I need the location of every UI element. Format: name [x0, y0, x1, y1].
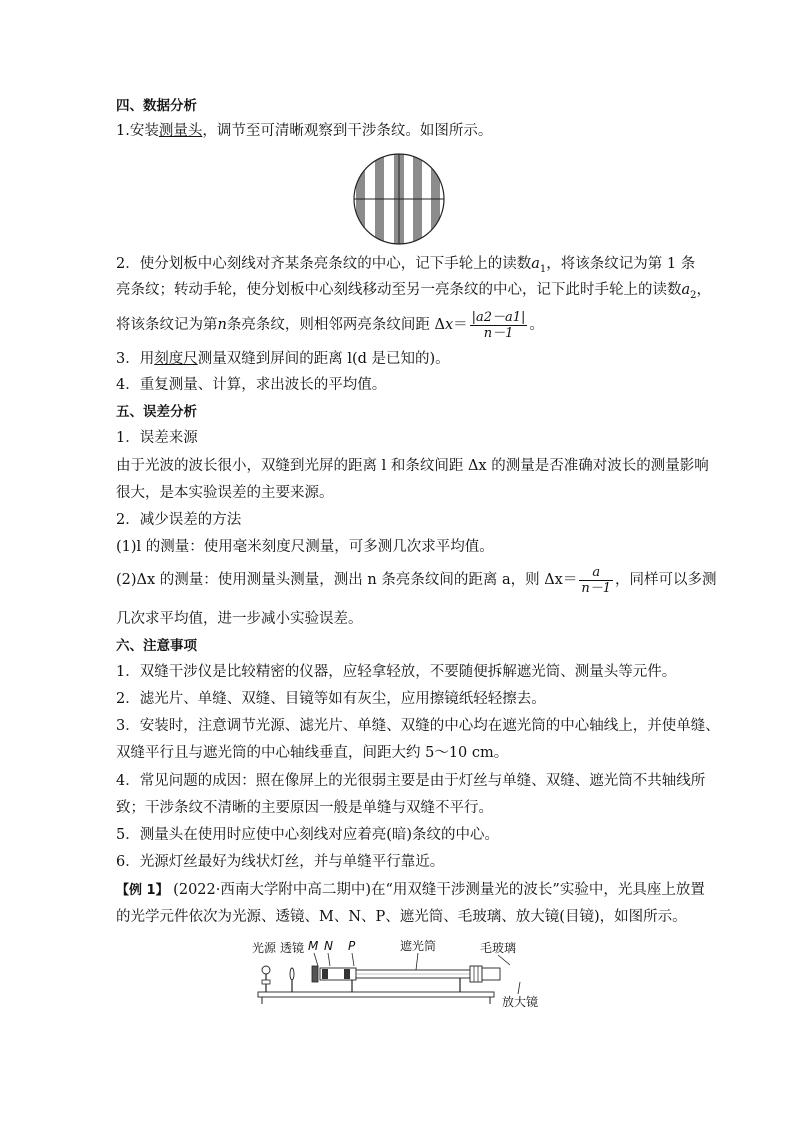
section5-s1-line2: 很大，是本实验误差的主要来源。	[116, 485, 334, 501]
section6-n2: 2．滤光片、单缝、双缝、目镜等如有灰尘，应用擦镜纸轻轻擦去。	[116, 691, 546, 707]
filter-slit-assembly	[312, 966, 356, 992]
section4-p2-line2: 亮条纹；转动手轮，使分划板中心刻线移动至另一亮条纹的中心，记下此时手轮上的读数$a_2$，	[116, 282, 712, 301]
label-magnifier: 放大镜	[502, 995, 539, 1009]
section6-n3-line1: 3．安装时，注意调节光源、滤光片、单缝、双缝的中心均在遮光筒的中心轴线上，并使单缝、	[116, 718, 720, 734]
section4-p2-line3: 将该条纹记为第n条亮条纹，则相邻两亮条纹间距 Δx＝ $\frac{|a2-a1|}{n-1}$ 。	[116, 309, 544, 341]
example-tag: 【例 1】	[116, 883, 169, 898]
section6-n4-line1: 4．常见问题的成因：照在像屏上的光很弱主要是由于灯丝与单缝、双缝、遮光筒不共轴线所	[116, 773, 706, 789]
section5-s2b-line2: 几次求平均值，进一步减小实验误差。	[116, 611, 363, 627]
light-tube	[356, 970, 470, 992]
optical-bench-figure	[248, 936, 548, 1014]
example1-line2: 的光学元件依次为光源、透镜、M、N、P、遮光筒、毛玻璃、放大镜(目镜)，如图所示。	[116, 909, 687, 925]
section6-n1: 1．双缝干涉仪是比较精密的仪器，应轻拿轻放，不要随便拆解遮光筒、测量头等元件。	[116, 664, 677, 680]
spacing-fraction: $\frac{|a2-a1|}{n-1}$	[471, 309, 526, 341]
section5-s2: 2．减少误差的方法	[116, 512, 242, 528]
interference-fringe-figure	[352, 152, 446, 246]
section4-p3: 3．用刻度尺测量双缝到屏间的距离 l(d 是已知的)。	[116, 351, 450, 367]
section5-s1: 1．误差来源	[116, 430, 198, 446]
section6-n4-line2: 致；干涉条纹不清晰的主要原因一般是单缝与双缝不平行。	[116, 800, 493, 816]
section6-n5: 5．测量头在使用时应使中心刻线对应着亮(暗)条纹的中心。	[116, 827, 500, 843]
bench-rail	[258, 992, 494, 997]
label-n: N	[324, 939, 333, 953]
section6-n3-line2: 双缝平行且与遮光筒的中心轴线垂直，间距大约 5～10 cm。	[116, 745, 509, 761]
section4-p1: 1.安装测量头，调节至可清晰观察到干涉条纹。如图所示。	[116, 123, 493, 139]
lens-icon	[290, 968, 294, 992]
label-lens: 透镜	[280, 941, 305, 955]
section5-s1-line1: 由于光波的波长很小，双缝到光屏的距离 l 和条纹间距 Δx 的测量是否准确对波长的测量影响	[116, 458, 709, 474]
label-m: M	[308, 939, 319, 953]
section6-heading: 六、注意事项	[116, 638, 197, 654]
label-frosted-glass: 毛玻璃	[480, 941, 517, 955]
frosted-glass-magnifier	[470, 966, 500, 982]
section4-heading: 四、数据分析	[116, 98, 197, 114]
example1-line1: 【例 1】 (2022·西南大学附中高二期中)在“用双缝干涉测量光的波长”实验中，光具座上放置	[116, 882, 705, 898]
label-light-tube: 遮光筒	[400, 939, 437, 953]
label-p: P	[348, 939, 356, 953]
section5-heading: 五、误差分析	[116, 404, 197, 420]
label-light-source: 光源	[252, 941, 277, 955]
section4-p2-line1: 2．使分划板中心刻线对齐某条亮条纹的中心，记下手轮上的读数$a_1$，将该条纹记为第 1 条	[116, 256, 696, 275]
section4-p4: 4．重复测量、计算，求出波长的平均值。	[116, 377, 387, 393]
method-fraction: $\frac{a}{n-1}$	[581, 564, 612, 596]
section5-s2b-line1: (2)Δx 的测量：使用测量头测量，测出 n 条亮条纹间的距离 a，则 Δx＝ $\frac{a}{n-1}$ ，同样可以多测	[116, 564, 717, 596]
section5-s2a: (1)l 的测量：使用毫米刻度尺测量，可多测几次求平均值。	[116, 539, 494, 555]
section6-n6: 6．光源灯丝最好为线状灯丝，并与单缝平行靠近。	[116, 854, 445, 870]
light-source-icon	[262, 966, 270, 992]
